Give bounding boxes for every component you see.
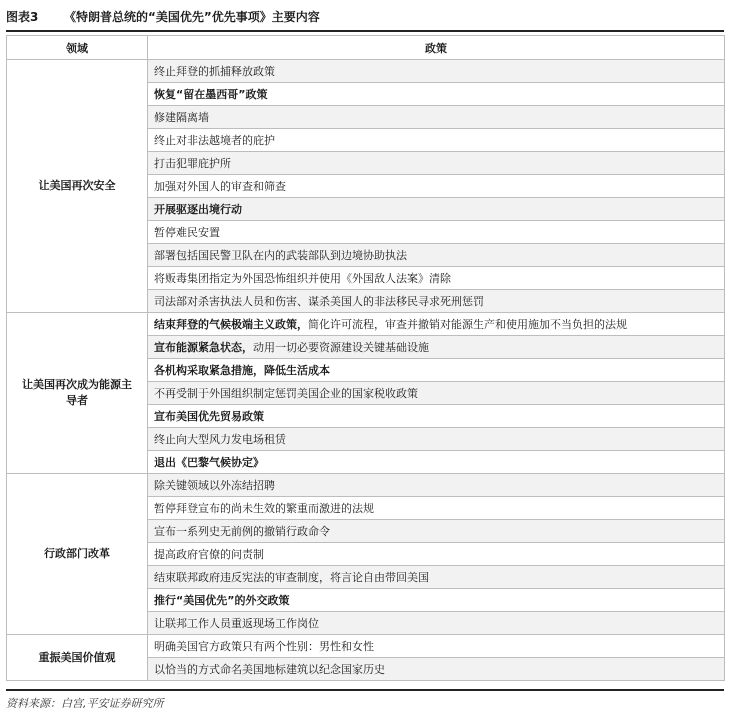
policy-cell [148, 198, 725, 221]
policy-cell [148, 152, 725, 175]
policy-table [6, 35, 725, 681]
policy-cell [148, 175, 725, 198]
policy-text: 终止向大型风力发电场租赁 [154, 433, 286, 446]
policy-cell [148, 129, 725, 152]
table-row [7, 313, 725, 336]
policy-text: 简化许可流程，审查并撤销对能源生产和使用施加不当负担的法规 [308, 318, 627, 331]
table-row [7, 635, 725, 658]
domain-cell: 让美国再次成为能源主导者 [7, 313, 148, 474]
policy-cell [148, 106, 725, 129]
table-row [7, 474, 725, 497]
policy-text: 除关键领域以外冻结招聘 [154, 479, 275, 492]
policy-bold-text: 开展驱逐出境行动 [154, 203, 242, 216]
policy-text: 以恰当的方式命名美国地标建筑以纪念国家历史 [154, 663, 385, 676]
domain-cell: 重振美国价值观 [7, 635, 148, 681]
table-header-row [7, 36, 725, 60]
policy-bold-text: 推行“美国优先”的外交政策 [154, 594, 290, 607]
policy-text: 让联邦工作人员重返现场工作岗位 [154, 617, 319, 630]
policy-text: 部署包括国民警卫队在内的武装部队到边境协助执法 [154, 249, 407, 262]
policy-cell [148, 359, 725, 382]
policy-cell [148, 313, 725, 336]
policy-text: 终止对非法越境者的庇护 [154, 134, 275, 147]
domain-cell: 让美国再次安全 [7, 60, 148, 313]
policy-text: 动用一切必要资源建设关键基础设施 [253, 341, 429, 354]
policy-bold-text: 恢复“留在墨西哥”政策 [154, 88, 268, 101]
policy-bold-text: 结束拜登的气候极端主义政策， [154, 318, 308, 331]
policy-cell [148, 290, 725, 313]
policy-bold-text: 各机构采取紧急措施，降低生活成本 [154, 364, 330, 377]
policy-cell [148, 658, 725, 681]
policy-text: 明确美国官方政策只有两个性别：男性和女性 [154, 640, 374, 653]
policy-table-body [7, 60, 725, 681]
policy-bold-text: 宣布美国优先贸易政策 [154, 410, 264, 423]
policy-cell [148, 244, 725, 267]
policy-text: 司法部对杀害执法人员和伤害、谋杀美国人的非法移民寻求死刑惩罚 [154, 295, 484, 308]
policy-cell [148, 612, 725, 635]
policy-cell [148, 451, 725, 474]
policy-text: 加强对外国人的审查和筛查 [154, 180, 286, 193]
policy-bold-text: 宣布能源紧急状态， [154, 341, 253, 354]
policy-cell [148, 566, 725, 589]
figure-title-bar [6, 4, 724, 32]
policy-cell [148, 267, 725, 290]
policy-cell [148, 520, 725, 543]
policy-cell [148, 336, 725, 359]
policy-cell [148, 405, 725, 428]
figure-number: 图表3 [6, 10, 39, 24]
policy-cell [148, 83, 725, 106]
policy-cell [148, 589, 725, 612]
policy-text: 提高政府官僚的问责制 [154, 548, 264, 561]
policy-bold-text: 退出《巴黎气候协定》 [154, 456, 264, 469]
source-note: 资料来源：白宫,平安证券研究所 [6, 689, 724, 711]
header-domain: 领域 [7, 36, 148, 60]
policy-text: 宣布一系列史无前例的撤销行政命令 [154, 525, 330, 538]
policy-text: 不再受制于外国组织制定惩罚美国企业的国家税收政策 [154, 387, 418, 400]
policy-cell [148, 382, 725, 405]
policy-text: 修建隔离墙 [154, 111, 209, 124]
policy-text: 暂停拜登宣布的尚未生效的繁重而激进的法规 [154, 502, 374, 515]
domain-cell: 行政部门改革 [7, 474, 148, 635]
policy-cell [148, 428, 725, 451]
policy-cell [148, 635, 725, 658]
policy-cell [148, 221, 725, 244]
policy-cell [148, 543, 725, 566]
policy-text: 打击犯罪庇护所 [154, 157, 231, 170]
policy-text: 终止拜登的抓捕释放政策 [154, 65, 275, 78]
policy-text: 结束联邦政府违反宪法的审查制度，将言论自由带回美国 [154, 571, 429, 584]
policy-text: 暂停难民安置 [154, 226, 220, 239]
policy-cell [148, 497, 725, 520]
header-policy: 政策 [148, 36, 725, 60]
table-row [7, 60, 725, 83]
figure-title: 《特朗普总统的“美国优先”优先事项》主要内容 [64, 10, 320, 24]
policy-text: 将贩毒集团指定为外国恐怖组织并使用《外国敌人法案》清除 [154, 272, 451, 285]
policy-cell [148, 474, 725, 497]
policy-cell [148, 60, 725, 83]
